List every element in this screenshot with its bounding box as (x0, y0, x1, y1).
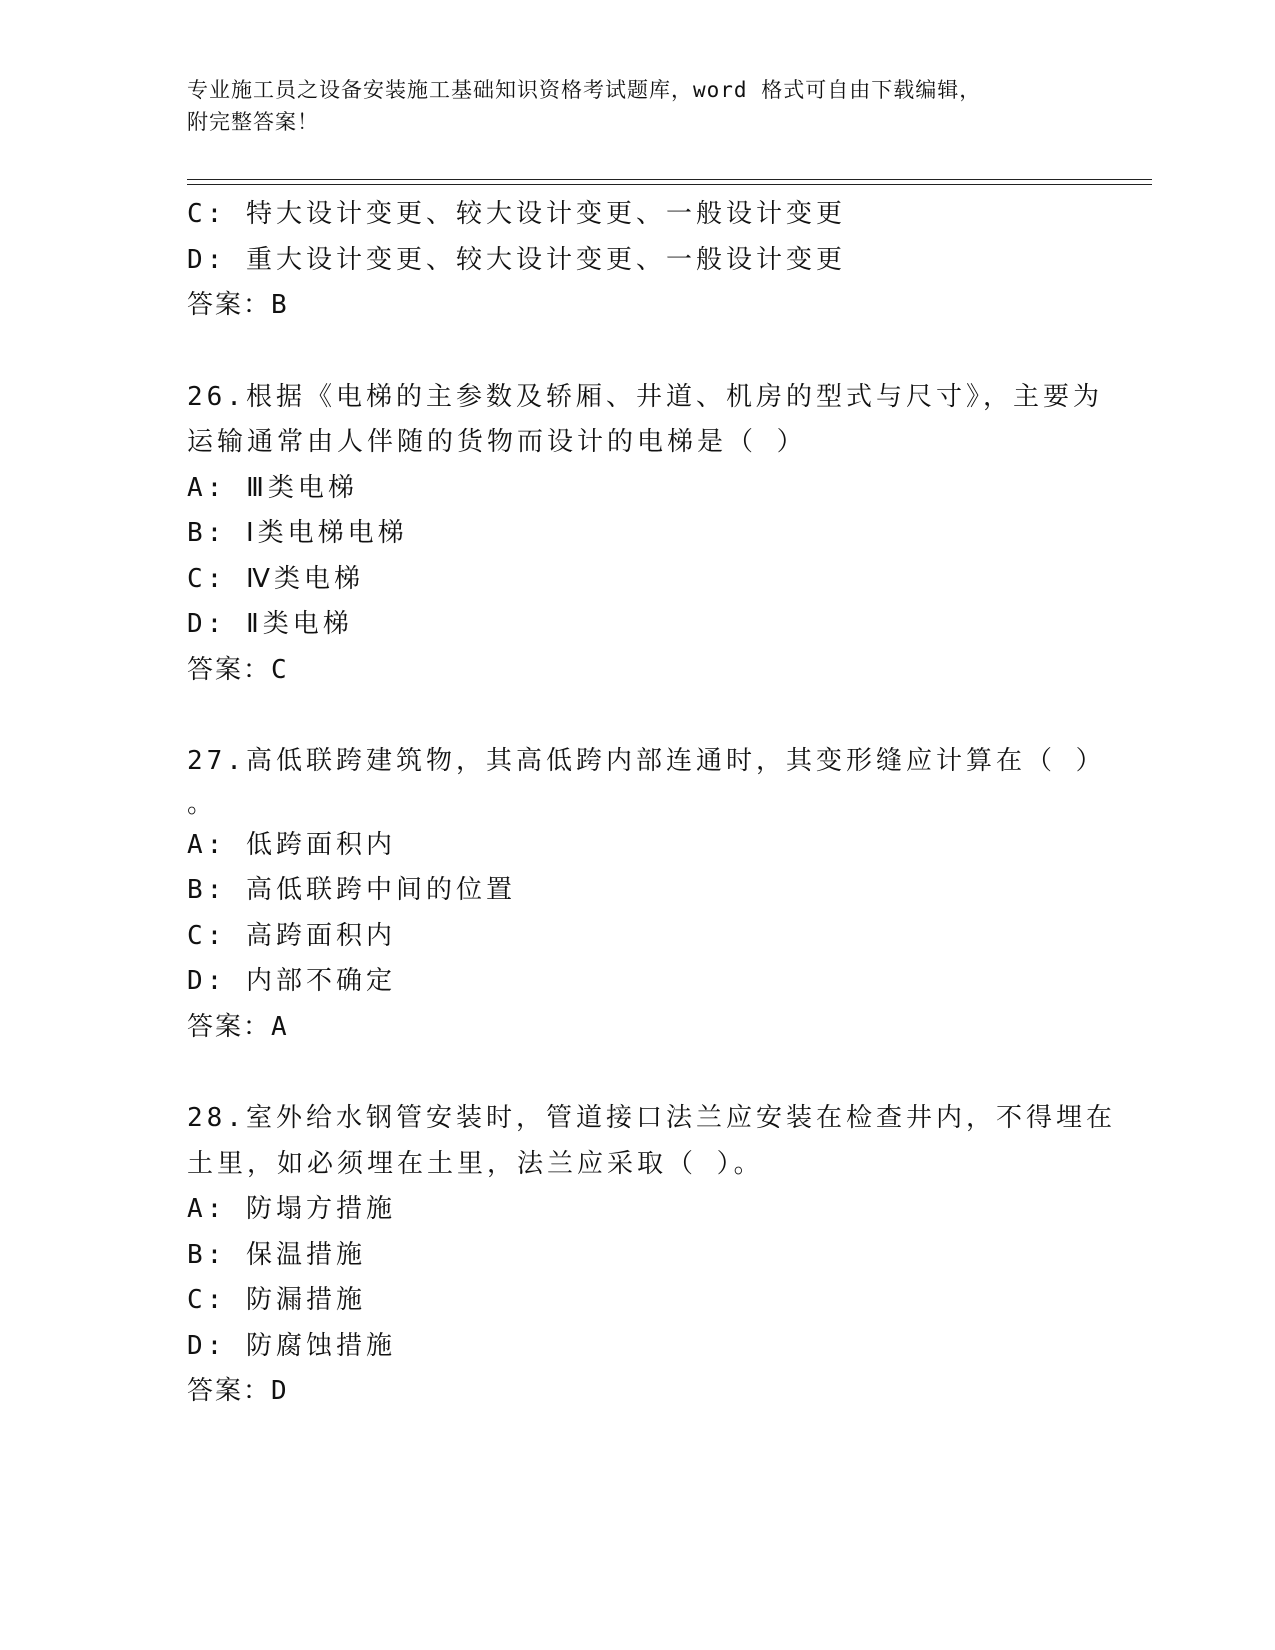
option-c: C: 防漏措施 (187, 1285, 366, 1315)
header-line-2: 附完整答案！ (187, 110, 319, 134)
header-line-1: 专业施工员之设备安装施工基础知识资格考试题库，word 格式可自由下载编辑， (187, 78, 982, 102)
question-text-line-2: 。 (187, 788, 218, 819)
spacer (187, 1050, 1087, 1096)
option-c: C: 特大设计变更、较大设计变更、一般设计变更 (187, 199, 846, 229)
option-b: B: 高低联跨中间的位置 (187, 875, 516, 905)
option-b: B: Ⅰ类电梯电梯 (187, 518, 408, 548)
answer: 答案：C (187, 654, 289, 685)
option-d: D: 防腐蚀措施 (187, 1330, 396, 1361)
answer: 答案：B (187, 290, 289, 320)
option-a: A: Ⅲ类电梯 (187, 472, 358, 503)
header-divider-bottom (187, 184, 1152, 185)
question-text-line-1: 28.室外给水钢管安装时，管道接口法兰应安装在检查井内，不得埋在 (187, 1103, 1116, 1133)
question-27 (187, 739, 1106, 1050)
question-26 (187, 375, 1103, 694)
header-divider-top (187, 179, 1152, 180)
question-text-line-2: 运输通常由人伴随的货物而设计的电梯是（ ） (187, 427, 807, 457)
answer: 答案：D (187, 1376, 289, 1406)
question-28 (187, 1096, 1116, 1415)
document-header (187, 74, 1087, 138)
option-a: A: 低跨面积内 (187, 829, 396, 860)
option-d: D: Ⅱ类电梯 (187, 609, 353, 639)
option-d: D: 内部不确定 (187, 966, 396, 996)
spacer (187, 329, 1087, 375)
answer: 答案：A (187, 1011, 289, 1042)
question-list (187, 192, 1116, 1415)
option-c: C: 高跨面积内 (187, 920, 396, 951)
option-a: A: 防塌方措施 (187, 1194, 396, 1224)
option-d: D: 重大设计变更、较大设计变更、一般设计变更 (187, 244, 846, 275)
question-text-line-2: 土里，如必须埋在土里，法兰应采取（ ）。 (187, 1148, 764, 1179)
option-c: C: Ⅳ类电梯 (187, 563, 364, 594)
option-b: B: 保温措施 (187, 1239, 366, 1270)
question-text-line-1: 26.根据《电梯的主参数及轿厢、井道、机房的型式与尺寸》，主要为 (187, 381, 1103, 412)
spacer (187, 693, 1087, 739)
question-25 (187, 192, 1087, 329)
question-text-line-1: 27.高低联跨建筑物，其高低跨内部连通时，其变形缝应计算在（ ） (187, 746, 1106, 776)
